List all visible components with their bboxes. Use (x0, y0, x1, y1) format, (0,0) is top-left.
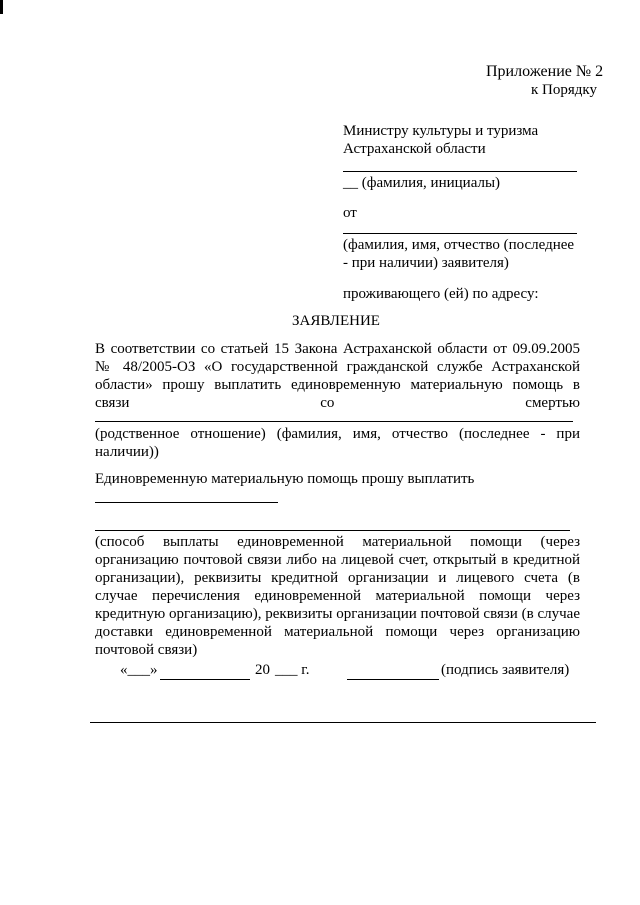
relation-note-line2: наличии)) (95, 444, 159, 460)
blank-line-applicant[interactable] (343, 233, 577, 234)
addressee-line2: Астраханской области (343, 141, 486, 157)
residing-label: проживающего (ей) по адресу: (343, 286, 539, 302)
scan-corner-mark (0, 0, 3, 14)
body-line2: № 48/2005-ОЗ «О государственной гражданской службе Астраханской (95, 359, 580, 375)
blank-line-relation[interactable] (95, 421, 573, 422)
year-prefix: 20 (255, 662, 270, 678)
from-label: от (343, 205, 357, 221)
signature-blank[interactable] (347, 679, 439, 680)
body-line4: связи со смертью (95, 395, 580, 411)
method-note-line3: организации), реквизиты кредитной организации и лицевого счета (в (95, 570, 580, 586)
body-line3: области» прошу выплатить единовременную материальную помощь в (95, 377, 580, 393)
applicant-note-line1: (фамилия, имя, отчество (последнее (343, 237, 575, 253)
bottom-rule (90, 722, 596, 723)
payment-request: Единовременную материальную помощь прошу выплатить (95, 471, 475, 487)
date-day-field[interactable]: «___» (120, 662, 158, 678)
document-title: ЗАЯВЛЕНИЕ (292, 313, 380, 329)
appendix-order: к Порядку (531, 82, 597, 98)
year-field[interactable]: ___ г. (275, 662, 310, 678)
method-note-line7: почтовой связи) (95, 642, 198, 658)
method-note-line4: случае перечисления единовременной материальной помощи через (95, 588, 580, 604)
blank-line-fio[interactable] (343, 171, 577, 172)
date-month-blank[interactable] (160, 679, 250, 680)
relation-note-line1: (родственное отношение) (фамилия, имя, отчество (последнее - при (95, 426, 580, 442)
applicant-note-line2: - при наличии) заявителя) (343, 255, 509, 271)
method-note-line6: доставки единовременной материальной помощи через организацию (95, 624, 580, 640)
appendix-number: Приложение № 2 (486, 63, 604, 80)
method-note-line2: организацию почтовой связи либо на лицевой счет, открытый в кредитной (95, 552, 580, 568)
blank-line-payment-short[interactable] (95, 502, 278, 503)
addressee-line1: Министру культуры и туризма (343, 123, 539, 139)
signature-label: (подпись заявителя) (441, 662, 570, 678)
fio-note: __ (фамилия, инициалы) (343, 175, 501, 191)
method-note-line1: (способ выплаты единовременной материальной помощи (через (95, 534, 580, 550)
body-line1: В соответствии со статьей 15 Закона Астраханской области от 09.09.2005 (95, 341, 580, 357)
blank-line-payment[interactable] (95, 530, 570, 531)
method-note-line5: кредитную организацию), реквизиты организации почтовой связи (в случае (95, 606, 580, 622)
